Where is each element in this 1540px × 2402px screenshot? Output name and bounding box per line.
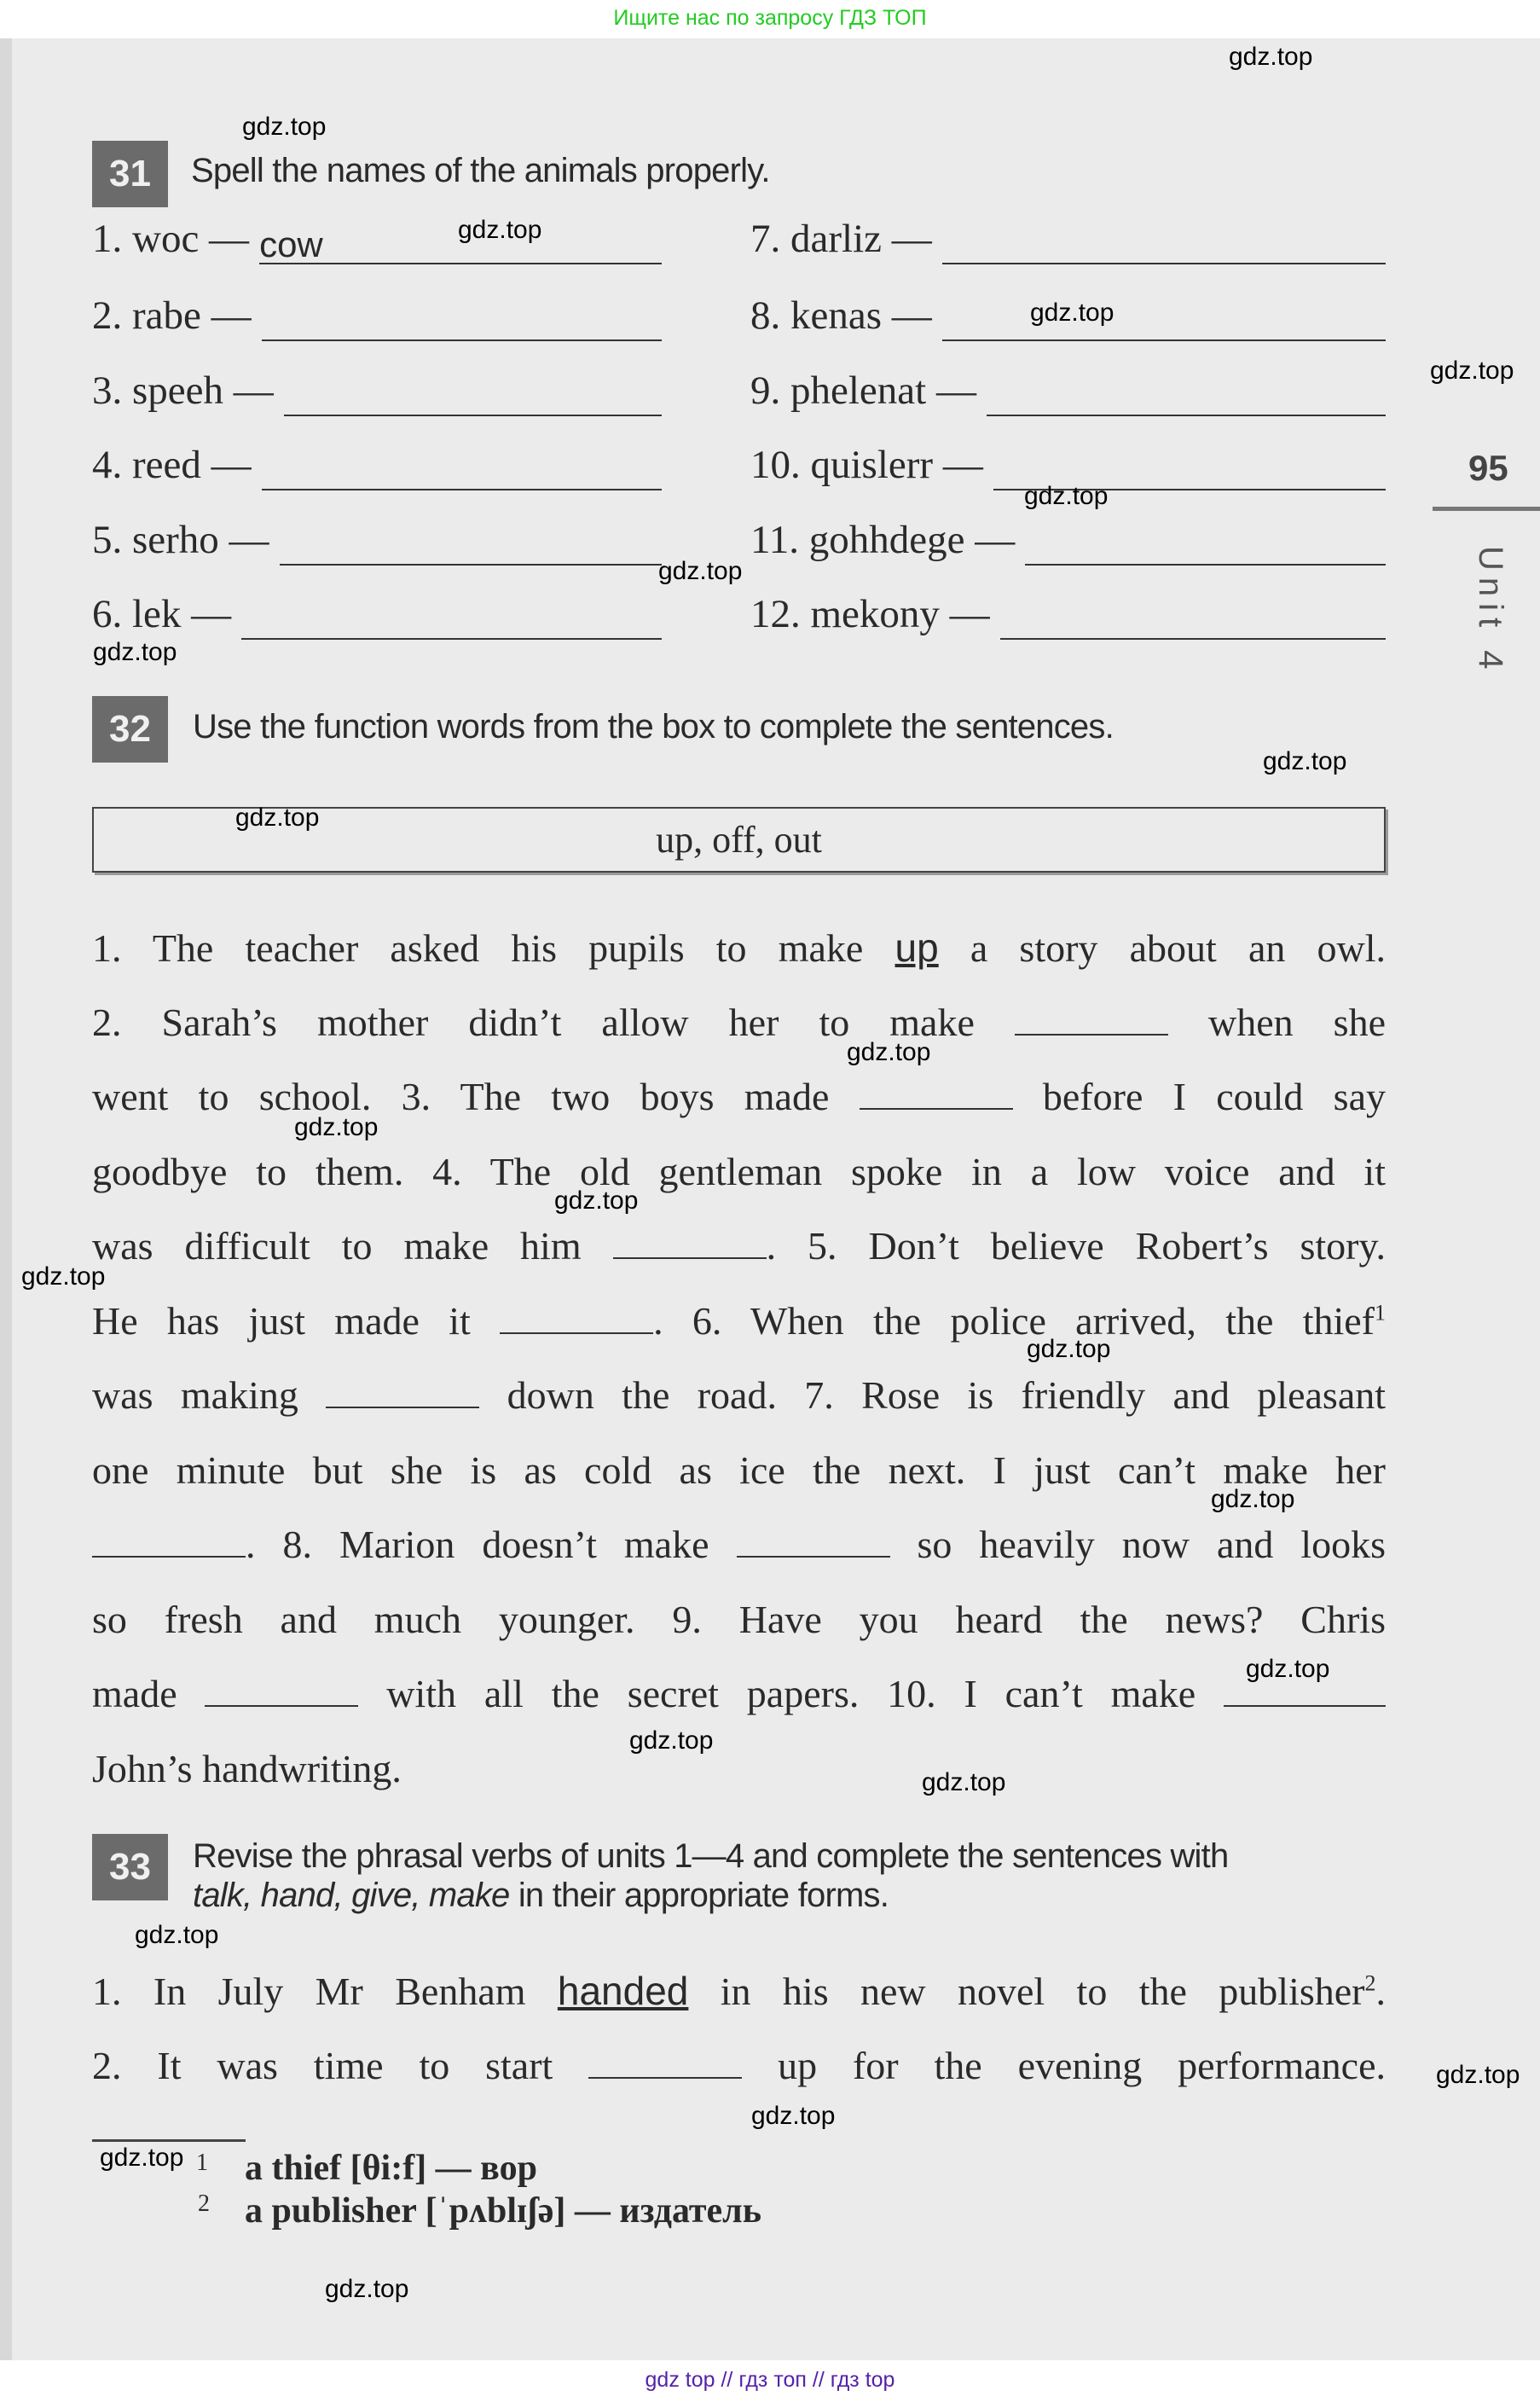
watermark: gdz.top [135, 1921, 219, 1949]
list-item [92, 213, 662, 264]
watermark: gdz.top [847, 1038, 931, 1066]
answer-field[interactable] [1025, 526, 1386, 566]
exercise-number: 31 [92, 141, 168, 207]
text-line: was making down the road. 7. Rose is friendly and pleasant [92, 1373, 1387, 1417]
exercise-title: Spell the names of the animals properly. [191, 152, 770, 189]
text-line: 2. It was time to start up for the evening performance. [92, 2043, 1386, 2087]
answer-field[interactable] [205, 1673, 358, 1707]
item-label: 7. darliz — [750, 217, 932, 261]
text-line: was difficult to make him . 5. Don’t believe Robert’s story. [92, 1224, 1386, 1268]
watermark: gdz.top [325, 2275, 409, 2303]
watermark: gdz.top [554, 1186, 639, 1215]
text-line: 1. In July Mr Benham handed in his new novel to the publisher$^2$. [92, 1969, 1386, 2013]
footnote-number: 1 [196, 2150, 208, 2176]
item-label: 12. mekony — [750, 592, 990, 636]
item-label: 9. phelenat — [750, 368, 976, 413]
watermark: gdz.top [100, 2144, 184, 2172]
watermark: gdz.top [751, 2102, 836, 2130]
watermark: gdz.top [1030, 299, 1114, 327]
answer-field[interactable] [262, 302, 662, 341]
text-line: . 8. Marion doesn’t make so heavily now and looks [92, 1519, 1386, 1594]
divider [1433, 507, 1540, 511]
text-line: went to school. 3. The two boys made before I could say [92, 1075, 1386, 1118]
answer-field[interactable] [92, 1523, 246, 1558]
watermark: gdz.top [1246, 1655, 1330, 1683]
text-line: 2. Sarah’s mother didn’t allow her to make when she [92, 1000, 1386, 1044]
watermark: gdz.top [922, 1768, 1006, 1796]
item-label: 4. reed — [92, 443, 252, 487]
unit-label: Unit 4 [1472, 546, 1509, 676]
text-line: one minute but she is as cold as ice the next. I just can’t make her [92, 1448, 1386, 1492]
answer-field[interactable] [588, 2045, 742, 2079]
exercise-text [92, 922, 1386, 1818]
exercise-text [92, 1965, 1386, 2115]
item-label: 6. lek — [92, 592, 232, 636]
answer-field[interactable] [1015, 1001, 1168, 1036]
answer-field[interactable] [737, 1523, 890, 1558]
page-number: 95 [1468, 448, 1508, 488]
watermark: gdz.top [658, 557, 743, 585]
answer-field[interactable] [326, 1374, 479, 1408]
exercise-title: Revise the phrasal verbs of units 1—4 and complete the sentences with [193, 1837, 1229, 1875]
word-box: up, off, out [92, 807, 1386, 873]
text-line: goodbye to them. 4. The old gentleman spoke in a low voice and it [92, 1149, 1386, 1193]
text-line: made with all the secret papers. 10. I can’t make [92, 1668, 1386, 1743]
watermark: gdz.top [242, 113, 327, 141]
list-item [92, 365, 662, 416]
answer-field[interactable] [241, 600, 662, 640]
item-label: 8. kenas — [750, 293, 932, 338]
item-label: 3. speeh — [92, 368, 274, 413]
footnote-rule [92, 2139, 246, 2142]
footnote-text: a publisher [ˈpʌblɪʃə] — издатель [245, 2191, 761, 2231]
answer-field[interactable]: up [894, 925, 939, 970]
watermark: gdz.top [1263, 747, 1347, 775]
list-item [750, 589, 1386, 640]
exercise-number: 33 [92, 1834, 168, 1900]
watermark: gdz.top [1229, 43, 1313, 71]
watermark: gdz.top [629, 1726, 714, 1755]
text-line: He has just made it . 6. When the police arrived, the thief$^1$ [92, 1298, 1386, 1343]
item-label: 10. quislerr — [750, 443, 983, 487]
footnote-ref: 1 [1375, 1300, 1386, 1326]
list-item [750, 365, 1386, 416]
watermark: gdz.top [458, 216, 542, 244]
watermark: gdz.top [93, 638, 177, 666]
answer-field[interactable]: cow [259, 225, 662, 264]
answer-field[interactable] [942, 225, 1386, 264]
item-label: 2. rabe — [92, 293, 252, 338]
answer-field[interactable] [500, 1300, 653, 1334]
watermark: gdz.top [21, 1262, 106, 1291]
watermark: gdz.top [235, 804, 320, 832]
watermark: gdz.top [294, 1113, 379, 1141]
item-label: 11. gohhdege — [750, 518, 1016, 562]
text-line: 1. The teacher asked his pupils to make up a story about an owl. [92, 925, 1387, 970]
exercise-number: 32 [92, 696, 168, 763]
watermark: gdz.top [1430, 357, 1514, 385]
answer-field[interactable] [280, 526, 662, 566]
list-item [750, 514, 1386, 566]
answer-field[interactable]: handed [557, 1969, 689, 2013]
answer-field[interactable] [262, 451, 662, 490]
watermark: gdz.top [1436, 2061, 1520, 2089]
text-line: so fresh and much younger. 9. Have you heard the news? Chris [92, 1597, 1386, 1641]
answer-field[interactable] [613, 1225, 767, 1259]
exercise-title-line2: talk, hand, give, make in their appropriate forms. [193, 1877, 889, 1914]
exercise-title: Use the function words from the box to complete the sentences. [193, 708, 1114, 746]
item-label: 1. woc — [92, 217, 250, 261]
top-banner[interactable]: Ищите нас по запросу ГДЗ ТОП [0, 0, 1540, 38]
bottom-banner[interactable]: gdz top // гдз топ // гдз top [0, 2360, 1540, 2402]
list-item [750, 213, 1386, 264]
answer-field[interactable] [942, 302, 1386, 341]
footnote-number: 2 [198, 2190, 210, 2217]
list-item [92, 290, 662, 341]
footnote-text: a thief [θi:f] — вор [245, 2149, 537, 2188]
watermark: gdz.top [1211, 1485, 1295, 1513]
answer-field[interactable] [860, 1076, 1013, 1110]
watermark: gdz.top [1024, 482, 1109, 510]
item-label: 5. serho — [92, 518, 269, 562]
watermark: gdz.top [1027, 1335, 1111, 1363]
list-item [92, 589, 662, 640]
answer-field[interactable] [987, 377, 1386, 416]
list-item [92, 514, 662, 566]
answer-field[interactable] [284, 377, 662, 416]
text-line: John’s handwriting. [92, 1746, 402, 1790]
answer-field[interactable] [1000, 600, 1386, 640]
list-item [92, 439, 662, 490]
